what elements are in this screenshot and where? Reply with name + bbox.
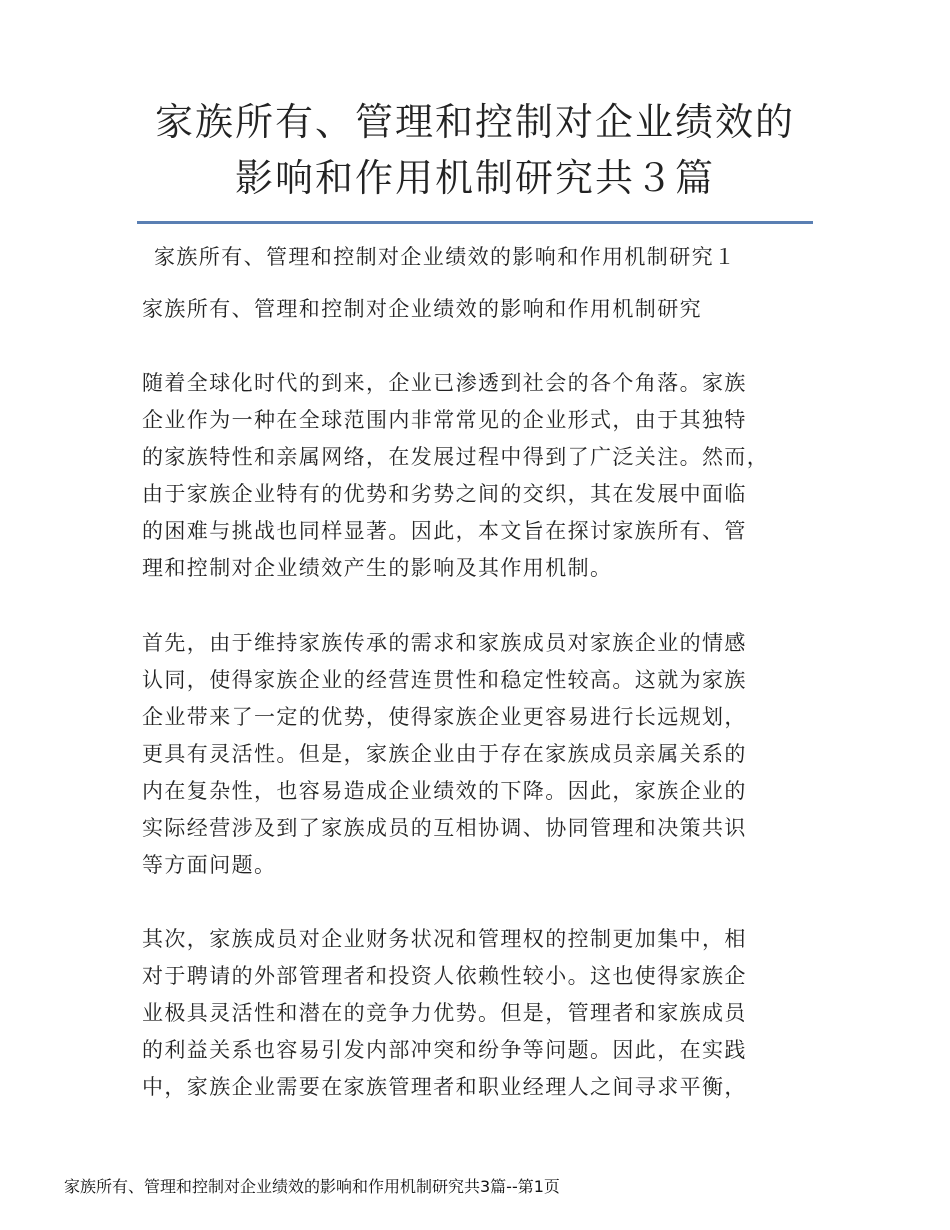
paragraph-1 — [142, 365, 832, 587]
title-line-2: 影响和作用机制研究共３篇 — [234, 156, 715, 200]
page-footer: 家族所有、管理和控制对企业绩效的影响和作用机制研究共3篇--第1页 — [64, 1177, 560, 1196]
paragraph-line: 内在复杂性，也容易造成企业绩效的下降。因此，家族企业的 — [142, 779, 747, 803]
paragraph-line: 由于家族企业特有的优势和劣势之间的交织，其在发展中面临 — [142, 482, 747, 506]
section-heading: 家族所有、管理和控制对企业绩效的影响和作用机制研究 — [142, 297, 702, 321]
paragraph-2 — [142, 625, 832, 884]
paragraph-line: 更具有灵活性。但是，家族企业由于存在家族成员亲属关系的 — [142, 742, 747, 766]
paragraph-line: 的家族特性和亲属网络，在发展过程中得到了广泛关注。然而， — [142, 445, 770, 469]
paragraph-line: 企业带来了一定的优势，使得家族企业更容易进行长远规划， — [142, 705, 747, 729]
paragraph-line: 认同，使得家族企业的经营连贯性和稳定性较高。这就为家族 — [142, 668, 747, 692]
paragraph-line: 企业作为一种在全球范围内非常常见的企业形式，由于其独特 — [142, 408, 747, 432]
paragraph-line: 的困难与挑战也同样显著。因此，本文旨在探讨家族所有、管 — [142, 519, 747, 543]
paragraph-line: 业极具灵活性和潜在的竞争力优势。但是，管理者和家族成员 — [142, 1001, 747, 1025]
section-subtitle: 家族所有、管理和控制对企业绩效的影响和作用机制研究１ — [154, 245, 737, 269]
paragraph-line: 实际经营涉及到了家族成员的互相协调、协同管理和决策共识 — [142, 816, 747, 840]
paragraph-line: 对于聘请的外部管理者和投资人依赖性较小。这也使得家族企 — [142, 964, 747, 988]
paragraph-line: 的利益关系也容易引发内部冲突和纷争等问题。因此，在实践 — [142, 1038, 747, 1062]
title-line-1: 家族所有、管理和控制对企业绩效的 — [154, 100, 795, 144]
paragraph-line: 其次，家族成员对企业财务状况和管理权的控制更加集中，相 — [142, 927, 747, 951]
paragraph-line: 等方面问题。 — [142, 853, 277, 877]
paragraph-line: 理和控制对企业绩效产生的影响及其作用机制。 — [142, 556, 613, 580]
title-divider — [137, 221, 813, 224]
document-title — [100, 94, 850, 206]
paragraph-line: 首先，由于维持家族传承的需求和家族成员对家族企业的情感 — [142, 631, 747, 655]
paragraph-line: 中，家族企业需要在家族管理者和职业经理人之间寻求平衡， — [142, 1075, 747, 1099]
paragraph-line: 随着全球化时代的到来，企业已渗透到社会的各个角落。家族 — [142, 371, 747, 395]
paragraph-3 — [142, 921, 832, 1106]
